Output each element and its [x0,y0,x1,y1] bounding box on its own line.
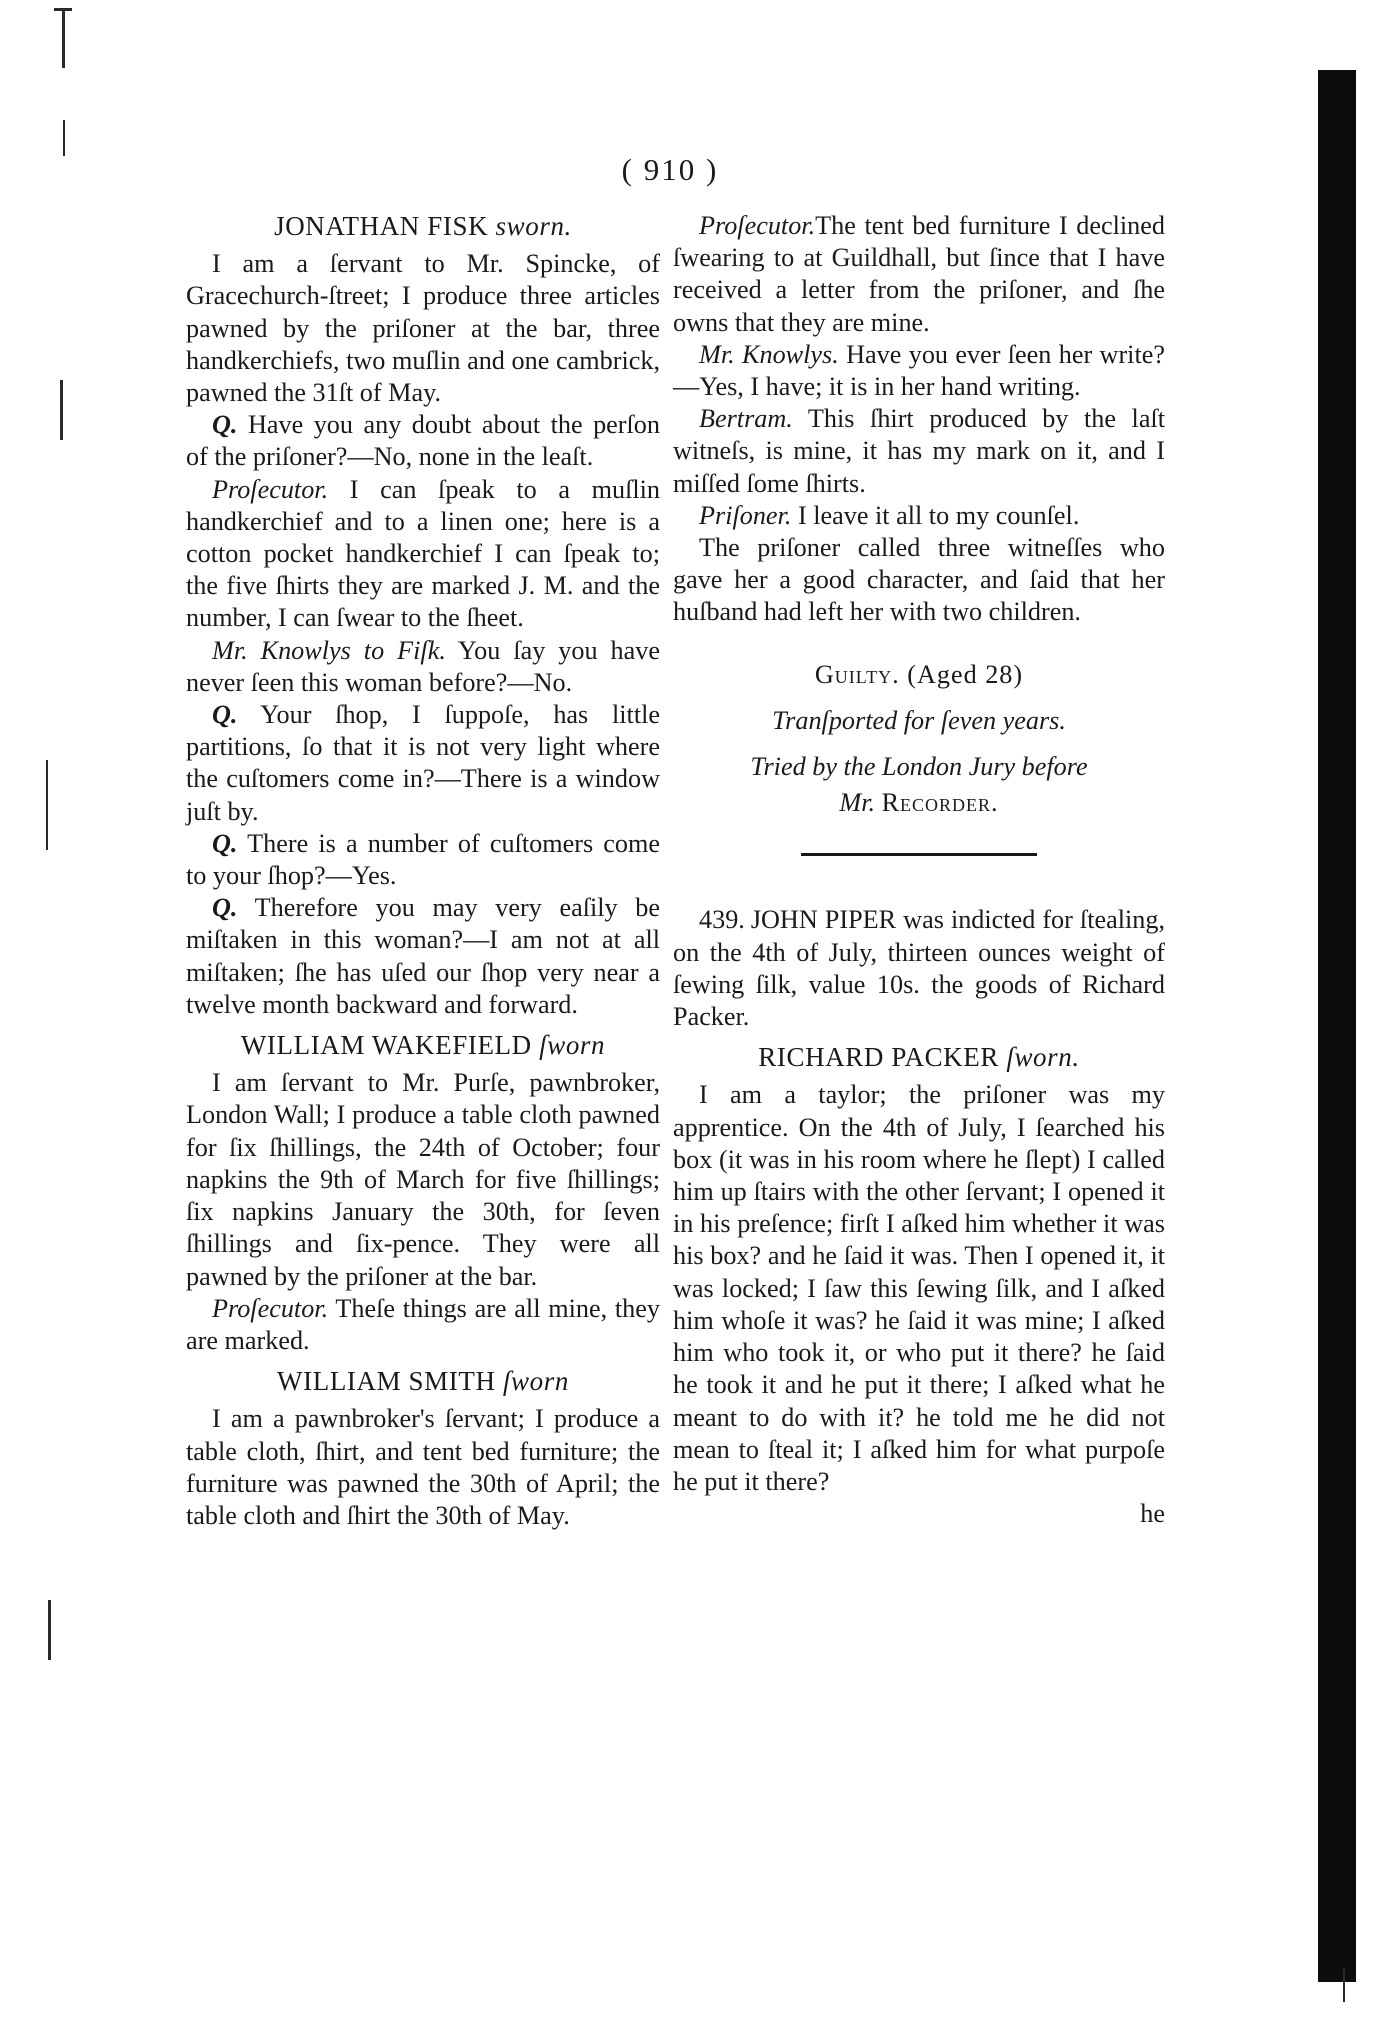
question-paragraph: Q. Have you any doubt about the perſon of the priſoner?—No, none in the leaſt. [186,410,660,472]
counsel-paragraph: Mr. Knowlys to Fiſk. You ſay you have never ſeen this woman before?—No. [186,635,660,697]
left-column [186,210,660,1532]
witness-heading-richard-packer: RICHARD PACKER ſworn. [758,1042,1080,1073]
witness-heading-jonathan-fisk: JONATHAN FISK sworn. [274,211,572,241]
witness-heading-william-wakefield: WILLIAM WAKEFIELD ſworn [240,1030,606,1061]
testimony-paragraph: I am a taylor; the priſoner was my apprentice. On the 4th of July, I ſearched his box (it was in his room where he ſlept) I called him up ſtairs with the other ſervant; I opened it in his preſence; firſt I aſked him whether it was his box? and he ſaid it was. Then I opened it, it was locked; I ſaw this ſewing ſilk, and I aſked him whoſe it was? he ſaid it was mine; I aſked him who took it, or who put it there? he ſaid he took it and he put it there; I aſked what he meant to do with it? he told me he did not mean to ſteal it; I aſked him for what purpoſe he put it there? [673,1080,1165,1496]
question-paragraph: Q. There is a number of cuſtomers come to your ſhop?—Yes. [186,828,660,891]
prisoner-paragraph: Priſoner. I leave it all to my counſel. [699,500,1080,530]
binding-mark [60,380,63,440]
catchword: he [1140,1499,1165,1529]
witness-paragraph: Bertram. This ſhirt produced by the laſt witneſs, is mine, it has my mark on it, and I miſſed ſome ſhirts. [673,404,1165,498]
testimony-paragraph: I am a pawnbroker's ſervant; I produce a table cloth, ſhirt, and tent bed furniture; the furniture was pawned the 30th of April; the table cloth and ſhirt the 30th of May. [186,1404,660,1530]
case-indictment: 439. JOHN PIPER was indicted for ſtealing, on the 4th of July, thirteen ounces weight of ſewing ſilk, value 10s. the goods of Richard Packer. [673,905,1165,1032]
page-edge-shadow [1318,70,1356,1982]
binding-mark [46,760,48,850]
verdict: Guilty. (Aged 28) [814,659,1024,689]
question-paragraph: Q. Therefore you may very eaſily be miſtaken in this woman?—I am not at all miſtaken; ſhe has uſed our ſhop very near a twelve month backward and forward. [186,893,660,1019]
prosecutor-paragraph: Proſecutor. Theſe things are all mine, they are marked. [186,1293,660,1355]
judge: Mr. Recorder. [839,788,999,818]
binding-mark [54,8,72,11]
testimony-paragraph: I am a ſervant to Mr. Spincke, of Gracechurch-ſtreet; I produce three articles pawned by the priſoner at the bar, three handkerchiefs, two muſlin and one cambrick, pawned the 31ſt of May. [186,249,660,408]
character-witness-paragraph: The priſoner called three witneſſes who gave her a good character, and ſaid that her huſband had left her with two children. [673,533,1165,627]
section-divider [801,853,1037,856]
prosecutor-paragraph: Proſecutor. I can ſpeak to a muſlin handkerchief and to a linen one; here is a cotton pocket handkerchief I can ſpeak to; the five ſhirts they are marked J. M. and the number, I can ſwear to the ſheet. [186,474,660,633]
question-paragraph: Q. Your ſhop, I ſuppoſe, has little partitions, ſo that it is not very light where the cuſtomers come in?—There is a window juſt by. [186,700,660,826]
tried-by: Tried by the London Jury before [750,752,1088,782]
binding-mark [1343,1968,1345,2002]
binding-mark [48,1600,51,1660]
prosecutor-paragraph: Proſecutor.The tent bed furniture I declined ſwearing to at Guildhall, but ſince that I have received a letter from the priſoner, and ſhe owns that they are mine. [673,211,1165,337]
binding-mark [63,120,65,156]
counsel-paragraph: Mr. Knowlys. Have you ever ſeen her write?—Yes, I have; it is in her hand writing. [673,339,1165,402]
page-number: ( 910 ) [621,152,719,187]
witness-heading-william-smith: WILLIAM SMITH ſworn [277,1366,569,1397]
right-column [673,210,1165,1530]
testimony-paragraph: I am ſervant to Mr. Purſe, pawnbroker, London Wall; I produce a table cloth pawned for ſix ſhillings, the 24th of October; four napkins the 9th of March for five ſhillings; ſix napkins January the 30th, for ſeven ſhillings and ſix-pence. They were all pawned by the priſoner at the bar. [186,1068,660,1291]
sentence: Tranſported for ſeven years. [772,705,1066,735]
binding-mark [62,8,65,68]
